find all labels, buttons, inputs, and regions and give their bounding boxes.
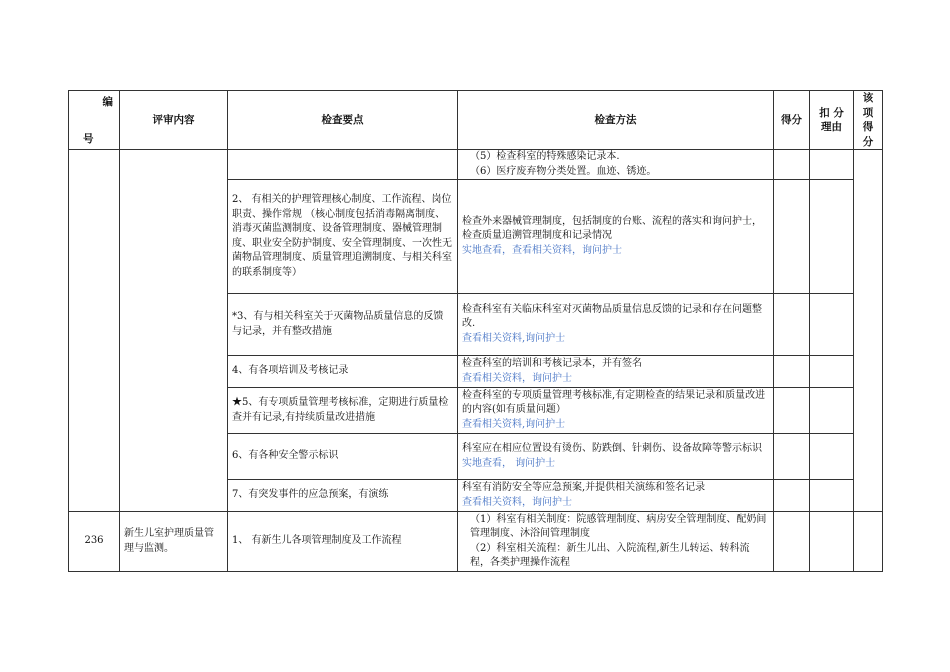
points-cell: ★5、有专项质量管理考核标准，定期进行质量检查并有记录,有持续质量改进措施 <box>228 388 458 434</box>
deduct-cell <box>810 180 854 294</box>
content-cell-empty <box>120 150 228 512</box>
method-cell: （1）科室有相关制度：院感管理制度、病房安全管理制度、配奶间管理制度、沐浴间管理制度 （2）科室相关流程：新生儿出、入院流程,新生儿转运、转科流程，各类护理操作流程 <box>458 512 774 572</box>
score-cell <box>774 180 810 294</box>
method-cell: 检查科室的专项质量管理考核标准,有定期检查的结果记录和质量改进的内容(如有质量问题） 查看相关资料,询问护士 <box>458 388 774 434</box>
points-cell <box>228 150 458 180</box>
header-check-method: 检查方法 <box>458 91 774 150</box>
deduct-cell <box>810 388 854 434</box>
number-cell-empty <box>69 150 120 512</box>
score-cell <box>774 512 810 572</box>
points-cell: 4、有各项培训及考核记录 <box>228 356 458 388</box>
score-cell <box>774 356 810 388</box>
header-row <box>69 91 883 150</box>
points-cell: 2、 有相关的护理管理核心制度、工作流程、岗位职责、操作常规 （核心制度包括消毒隔离制度、消毒灭菌监测制度、设备管理制度、器械管理制度、职业安全防护制度、安全管理制度、一次性无菌物品管理制度、质量管理追溯制度、与相关科室的联系制度等） <box>228 180 458 294</box>
score-cell <box>774 294 810 356</box>
item-score-cell <box>854 150 883 512</box>
score-cell <box>774 150 810 180</box>
deduct-cell <box>810 356 854 388</box>
review-content: 新生儿室护理质量管理与监测。 <box>120 512 228 572</box>
header-check-points: 检查要点 <box>228 91 458 150</box>
header-deduct-reason: 扣 分 理由 <box>810 91 854 150</box>
points-cell: 1、 有新生儿各项管理制度及工作流程 <box>228 512 458 572</box>
method-cell: 检查科室有关临床科室对灭菌物品质量信息反馈的记录和存在问题整改. 查看相关资料,询问护士 <box>458 294 774 356</box>
points-cell: *3、有与相关科室关于灭菌物品质量信息的反馈与记录，并有整改措施 <box>228 294 458 356</box>
header-item-score: 该项 得分 <box>854 91 883 150</box>
audit-table <box>68 90 883 572</box>
score-cell <box>774 388 810 434</box>
score-cell <box>774 480 810 512</box>
method-cell: 科室应在相应位置设有烫伤、防跌倒、针刺伤、设备故障等警示标识 实地查看， 询问护士 <box>458 434 774 480</box>
method-cell: 科室有消防安全等应急预案,并提供相关演练和签名记录 查看相关资料，询问护士 <box>458 480 774 512</box>
method-cell: （5）检查科室的特殊感染记录本. （6）医疗废弃物分类处置。血迹、锈迹。 <box>458 150 774 180</box>
score-cell <box>774 434 810 480</box>
deduct-cell <box>810 480 854 512</box>
points-cell: 7、有突发事件的应急预案，有演练 <box>228 480 458 512</box>
deduct-cell <box>810 294 854 356</box>
header-content: 评审内容 <box>120 91 228 150</box>
header-number: 编 号 <box>69 91 120 150</box>
deduct-cell <box>810 150 854 180</box>
header-score: 得分 <box>774 91 810 150</box>
table-row <box>69 150 883 180</box>
table-row-236 <box>69 512 883 572</box>
method-cell: 检查外来器械管理制度，包括制度的台账、流程的落实和询问护士，检查质量追溯管理制度和记录情况 实地查看，查看相关资料，询问护士 <box>458 180 774 294</box>
method-cell: 检查科室的培训和考核记录本，并有签名 查看相关资料，询问护士 <box>458 356 774 388</box>
item-number: 236 <box>69 512 120 572</box>
deduct-cell <box>810 434 854 480</box>
points-cell: 6、有各种安全警示标识 <box>228 434 458 480</box>
deduct-cell <box>810 512 854 572</box>
item-score-cell <box>854 512 883 572</box>
